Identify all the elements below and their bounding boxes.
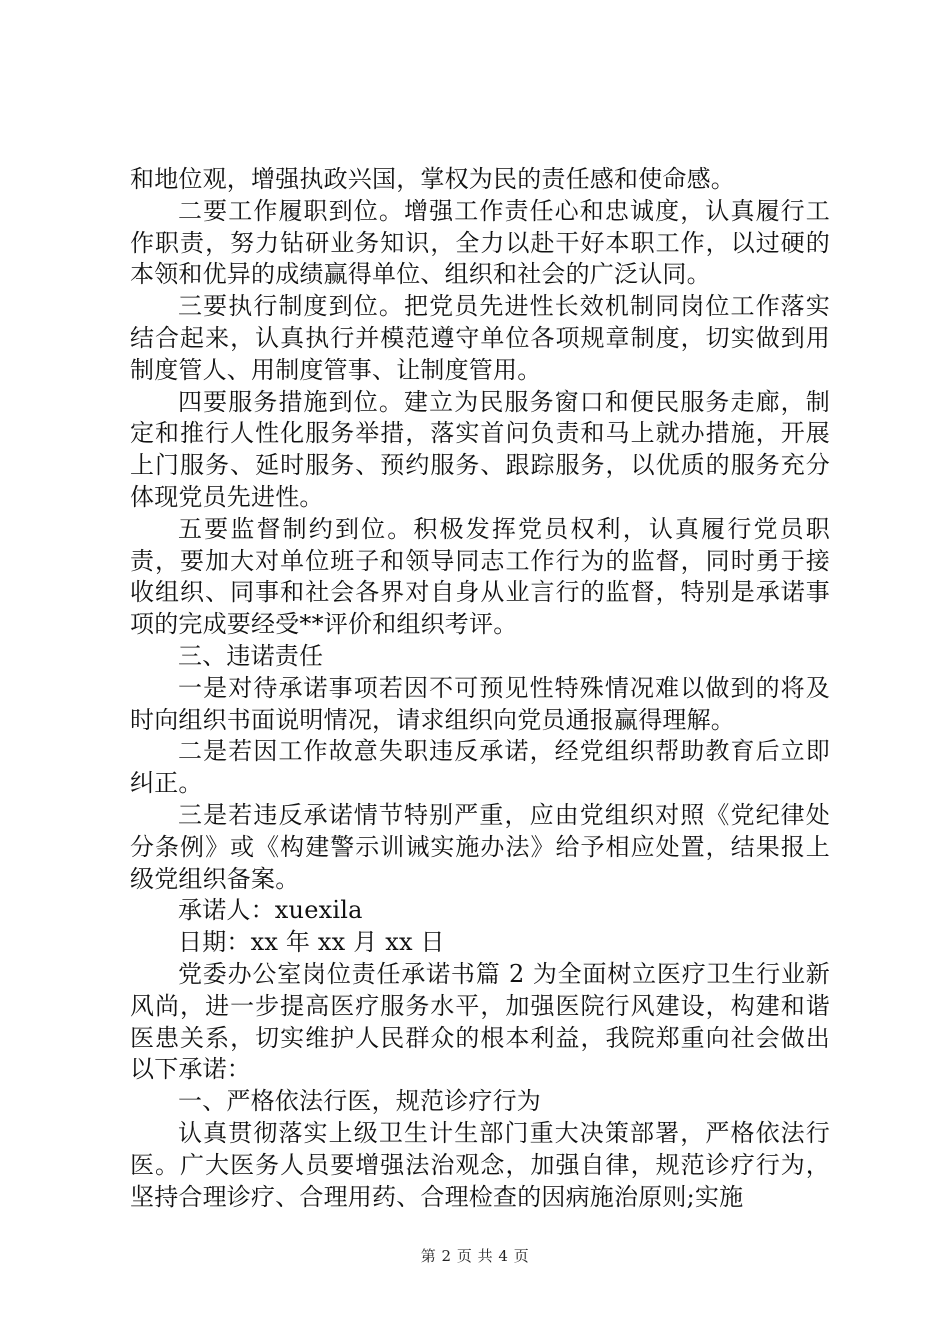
paragraph: 党委办公室岗位责任承诺书篇 2 为全面树立医疗卫生行业新风尚，进一步提高医疗服务水平，加强医院行风建设，构建和谐医患关系，切实维护人民群众的根本利益，我院郑重向社会做出以下承诺： [130, 959, 830, 1084]
paragraph: 五要监督制约到位。积极发挥党员权利，认真履行党员职责，要加大对单位班子和领导同志工作行为的监督，同时勇于接收组织、同事和社会各界对自身从业言行的监督，特别是承诺事项的完成要经受**评价和组织考评。 [130, 514, 830, 639]
signatory-line: 承诺人：xuexila [178, 896, 363, 925]
paragraph: 和地位观，增强执政兴国，掌权为民的责任感和使命感。 [130, 165, 735, 193]
paragraph: 二要工作履职到位。增强工作责任心和忠诚度，认真履行工作职责，努力钻研业务知识，全力以赴干好本职工作，以过硬的本领和优异的成绩赢得单位、组织和社会的广泛认同。 [130, 196, 830, 289]
section-heading: 一、严格依法行医，规范诊疗行为 [178, 1087, 541, 1116]
paragraph: 四要服务措施到位。建立为民服务窗口和便民服务走廊，制定和推行人性化服务举措，落实首问负责和马上就办措施，开展上门服务、延时服务、预约服务、跟踪服务，以优质的服务充分体现党员先进性。 [130, 387, 830, 511]
section-heading: 三、违诺责任 [178, 641, 324, 670]
paragraph: 认真贯彻落实上级卫生计生部门重大决策部署，严格依法行医。广大医务人员要增强法治观念，加强自律，规范诊疗行为，坚持合理诊疗、合理用药、合理检查的因病施治原则;实施 [130, 1118, 830, 1211]
paragraph: 二是若因工作故意失职违反承诺，经党组织帮助教育后立即纠正。 [130, 737, 830, 798]
paragraph: 三要执行制度到位。把党员先进性长效机制同岗位工作落实结合起来，认真执行并模范遵守单位各项规章制度，切实做到用制度管人、用制度管事、让制度管用。 [130, 292, 830, 384]
paragraph: 一是对待承诺事项若因不可预见性特殊情况难以做到的将及时向组织书面说明情况，请求组织向党员通报赢得理解。 [130, 673, 830, 734]
document-body [130, 164, 830, 1213]
page-number-footer: 第 2 页 共 4 页 [420, 1247, 530, 1265]
paragraph: 三是若违反承诺情节特别严重，应由党组织对照《党纪律处分条例》或《构建警示训诫实施办法》给予相应处置，结果报上级党组织备案。 [130, 800, 830, 893]
date-line: 日期：xx 年 xx 月 xx 日 [178, 928, 445, 957]
